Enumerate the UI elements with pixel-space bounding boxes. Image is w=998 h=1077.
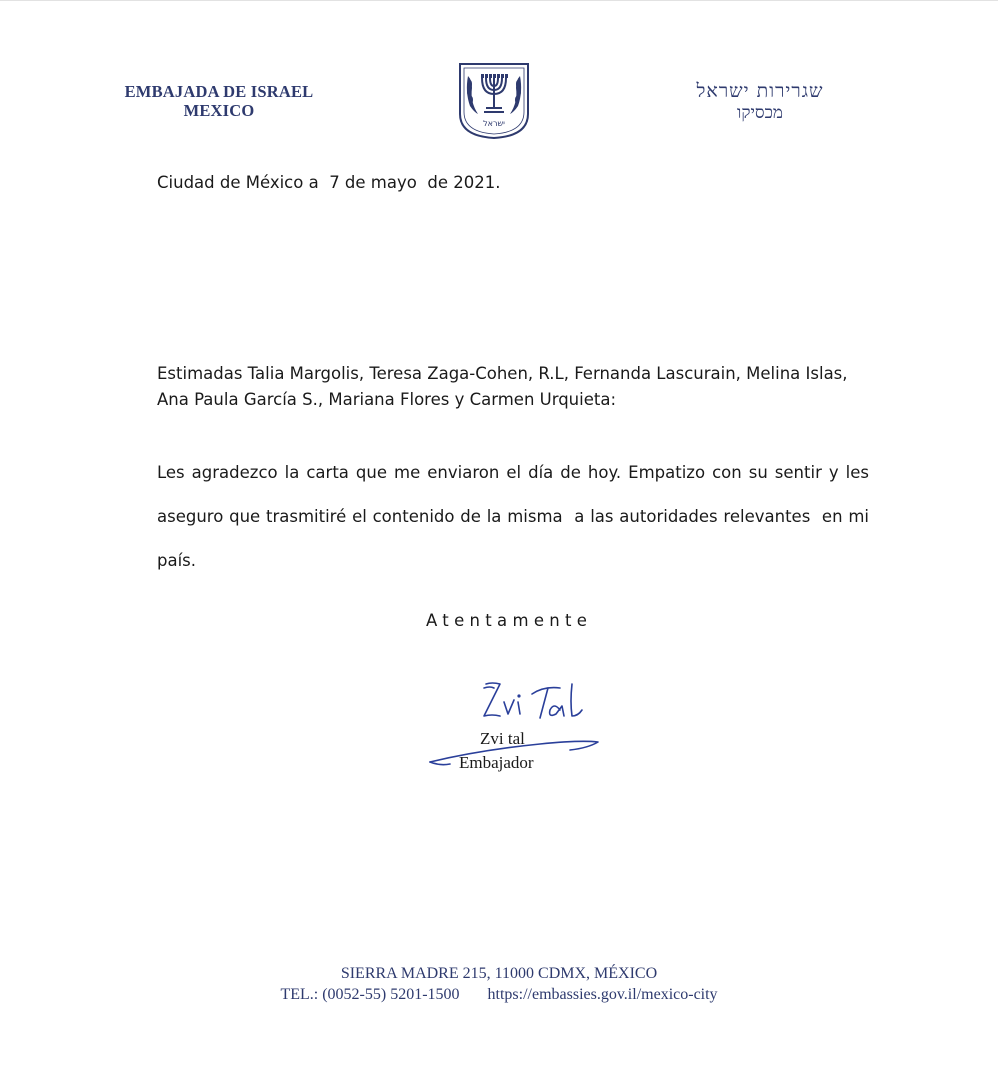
signer-name: Zvi tal — [480, 729, 525, 748]
emblem-of-israel-icon — [456, 62, 532, 140]
embassy-country-hebrew: מכסיקו — [737, 103, 783, 123]
letter-body: Les agradezco la carta que me enviaron el día de hoy. Empatizo con su sentir y les aseguro que trasmitiré el contenido de la misma a las autoridades relevantes en mi país. — [157, 463, 875, 570]
emblem-text: ישראל — [483, 119, 505, 128]
letterhead-right — [660, 80, 860, 124]
footer-contact-row — [0, 984, 998, 1005]
footer-website-link[interactable]: https://embassies.gov.il/mexico-city — [487, 986, 718, 1003]
signer-title: Embajador — [459, 753, 534, 772]
letterhead-left — [104, 82, 334, 120]
footer-phone: TEL.: (0052-55) 5201-1500 — [280, 986, 460, 1003]
embassy-name-hebrew: שגרירות ישראל — [696, 80, 824, 102]
letter-date: Ciudad de México a 7 de mayo de 2021. — [157, 173, 501, 192]
letter-closing: Atentamente — [426, 611, 593, 630]
letter-salutation: Estimadas Talia Margolis, Teresa Zaga-Cohen, R.L, Fernanda Lascurain, Melina Islas, Ana Paula García S., Mariana Flores y Carmen Urquieta: — [157, 364, 848, 409]
letter-footer — [0, 963, 998, 1005]
embassy-country: MEXICO — [183, 101, 255, 120]
footer-address: SIERRA MADRE 215, 11000 CDMX, MÉXICO — [340, 965, 658, 982]
embassy-name: EMBAJADA DE ISRAEL — [124, 82, 314, 101]
